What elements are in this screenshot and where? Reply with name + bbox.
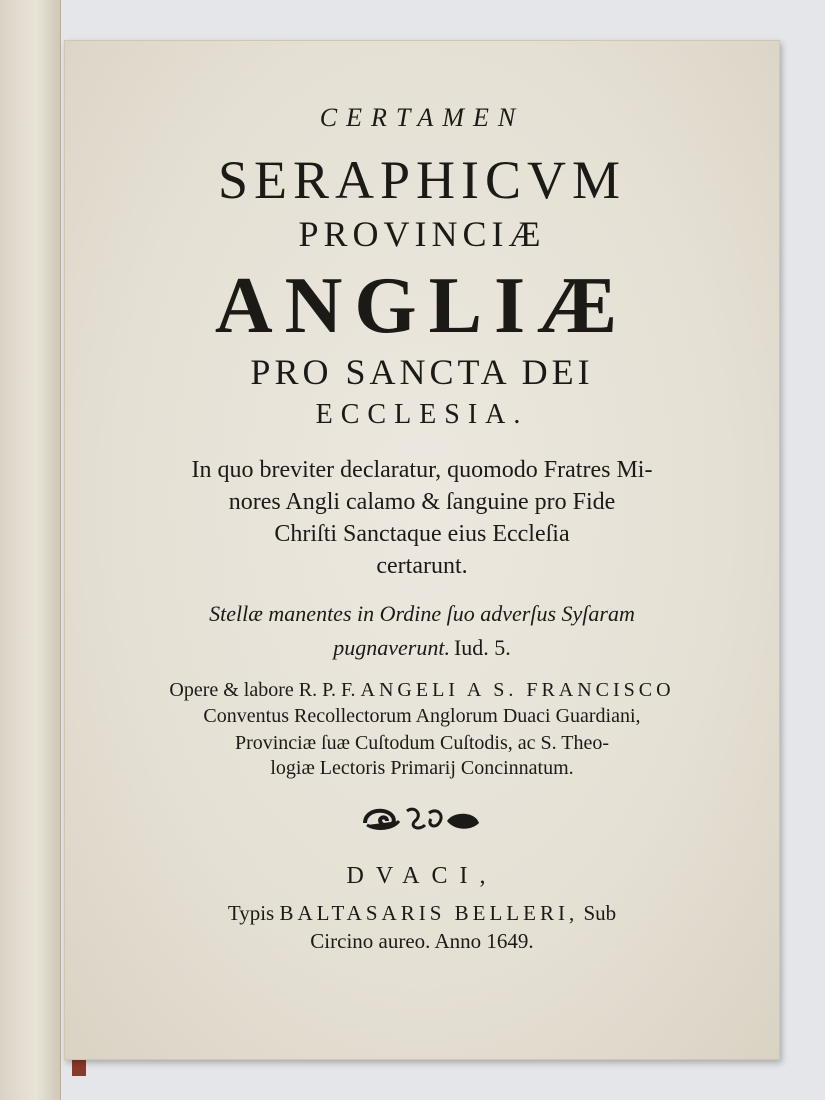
title-line-provinciae: PROVINCIÆ [298,214,546,254]
author-line: logiæ Lectoris Primarij Concinnatum. [270,757,574,779]
author-line: Provinciæ ſuæ Cuſtodum Cuſtodis, ac S. Theo- [234,732,610,754]
author-name: ANGELI A S. FRANCISCO [360,679,675,701]
epigraph-line: Stellæ manentes in Ordine ſuo adverſus Syſaram [209,601,635,626]
left-page-edge [0,0,61,1100]
imprint-place: DVACI, [346,863,498,889]
epigraph-line [65,635,779,661]
imprint-printer-line [65,901,779,926]
imprint-sub: Sub [583,901,617,925]
printers-ornament-icon [65,801,779,845]
author-line [65,679,779,702]
description-line: In quo breviter declaratur, quomodo Fratres Mi- [191,457,653,483]
author-prefix: Opere & labore R. P. F. [169,679,356,701]
title-line-seraphicvm: SERAPHICVM [217,150,627,210]
title-line-ecclesia: ECCLESIA. [315,399,529,430]
epigraph-text: pugnaverunt. [333,635,450,660]
description-line: certarunt. [376,553,468,579]
description-line: Chriſti Sanctaque eius Eccleſia [274,521,570,547]
imprint-printer-name: BALTASARIS BELLERI, [279,901,579,925]
imprint-date-line: Circino aureo. Anno 1649. [310,929,534,953]
imprint-typis: Typis [227,901,275,925]
title-line-pro-sancta-dei: PRO SANCTA DEI [250,352,594,392]
author-line: Conventus Recollectorum Anglorum Duaci Guardiani, [203,705,641,727]
title-page [64,40,780,1060]
title-line-angliae: ANGLIÆ [214,262,630,350]
description-line: nores Angli calamo & ſanguine pro Fide [228,489,616,515]
title-line-certamen: CERTAMEN [319,103,525,132]
epigraph-reference: Iud. 5. [453,635,511,660]
